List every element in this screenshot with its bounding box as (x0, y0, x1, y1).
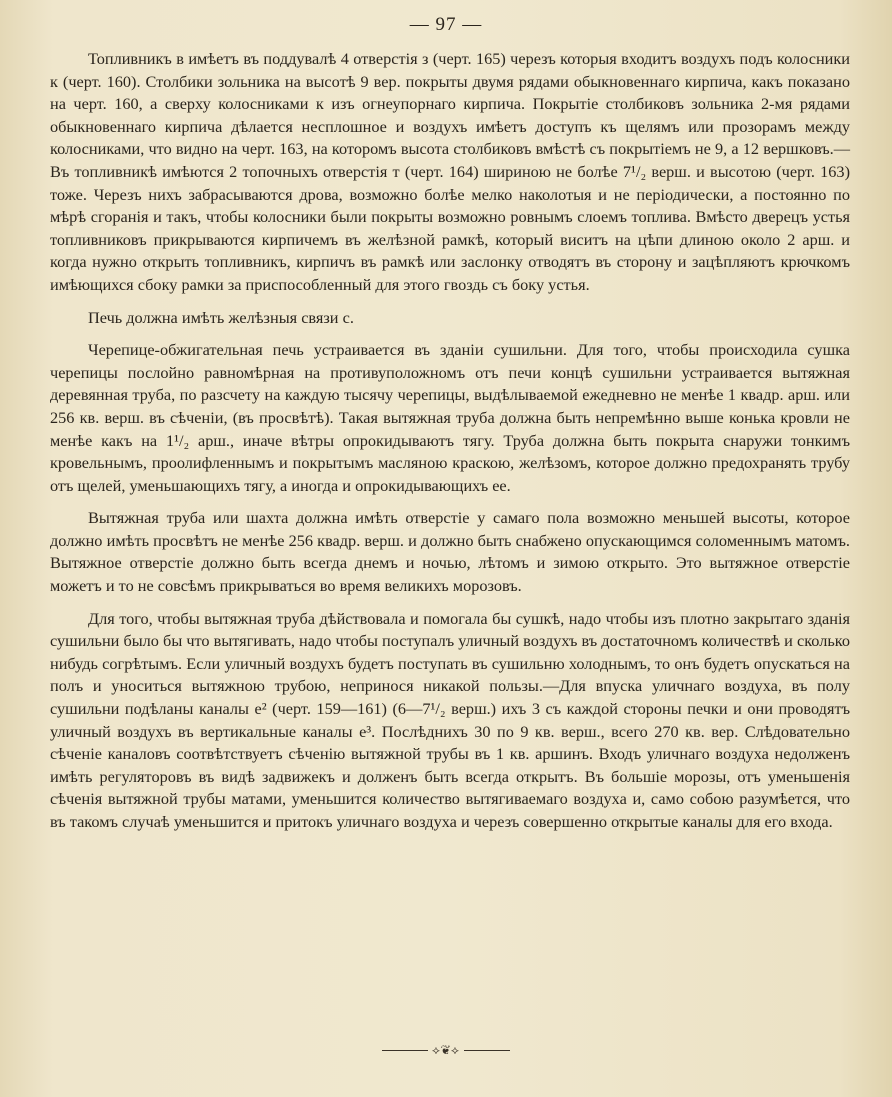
paragraph-iron-ties: Печь должна имѣть желѣзныя связи с. (88, 307, 354, 327)
paragraph-tile-kiln: Черепице-обжигательная печь устраивается въ зданіи сушильни. Для того, чтобы происходила сушка черепицы послойно равномѣрная на противуположномъ отъ печи концѣ сушильни устраивается вытяжная деревянная труба, по разсчету на каждую тысячу черепицы, выдѣлываемой ежедневно не менѣе 1 квадр. арш. или 256 кв. верш. въ сѣченіи, (въ просвѣтѣ). Такая вытяжная труба должна быть непремѣнно выше конька кровли не менѣе какъ на 1¹/₂ арш., иначе вѣтры опрокидываютъ тягу. Труба должна быть покрыта снаружи тонкимъ кровельнымъ, проолифленнымъ и покрытымъ масляною краскою, желѣзомъ, которое должно предохранять трубу отъ щелей, уменьшающихъ тягу, а иногда и опрокидывающихъ ее. (50, 340, 850, 495)
ornament-divider (0, 1042, 892, 1058)
body-text (50, 48, 850, 844)
ornament-flourish: ⟡❦⟡ (432, 1042, 460, 1057)
paragraph-furnace-firebox: Топливникъ в имѣетъ въ поддувалѣ 4 отверстія з (черт. 165) черезъ которыя входитъ воздухъ подъ колосники к (черт. 160). Столбики зольника на высотѣ 9 вер. покрыты двумя рядами обыкновеннаго кирпича, какъ показано на черт. 160, а сверху колосниками к изъ огнеупорнаго кирпича. Покрытіе столбиковъ зольника 2-мя рядами обыкновеннаго кирпича дѣлается несплошное и воздухъ имѣетъ доступъ къ щелямъ или прозорамъ между колосниками, что видно на черт. 163, на которомъ высота столбиковъ вмѣстѣ съ покрытіемъ не 9, а 12 вершковъ.— Въ топливникѣ имѣются 2 топочныхъ отверстія т (черт. 164) шириною не болѣе 7¹/₂ верш. и высотою (черт. 163) тоже. Черезъ нихъ забрасываются дрова, возможно болѣе мелко наколотыя и не періодически, а постоянно по мѣрѣ сгоранія и такъ, чтобы колосники были покрыты возможно ровнымъ слоемъ топлива. Вмѣсто дверецъ устья топливниковъ прикрываются кирпичемъ въ желѣзной рамкѣ, который виситъ на цѣпи длиною около 2 арш. и когда нужно открыть топливникъ, кирпичъ въ рамкѣ или заслонку отводятъ въ сторону и зацѣпляютъ крючкомъ имѣющихся сбоку рамки за приспособленный для этого гвоздь съ боку устья. (50, 49, 850, 294)
ornament-line-right (464, 1050, 510, 1051)
paragraph-exhaust-shaft: Вытяжная труба или шахта должна имѣть отверстіе у самаго пола возможно меньшей высоты, которое должно имѣть просвѣтъ не менѣе 256 квадр. верш. и должно быть снабжено опускающимся соломеннымъ матомъ. Вытяжное отверстіе должно быть всегда днемъ и ночью, лѣтомъ и зимою открыто. Это вытяжное отверстіе можетъ и то не совсѣмъ прикрываться во время великихъ морозовъ. (50, 508, 850, 596)
paragraph-air-intake: Для того, чтобы вытяжная труба дѣйствовала и помогала бы сушкѣ, надо чтобы изъ плотно закрытаго зданія сушильни было бы что вытягивать, надо чтобы поступалъ уличный воздухъ въ достаточномъ количествѣ и сколько нибудь согрѣтымъ. Если уличный воздухъ будетъ поступать въ сушильню холоднымъ, то онъ будетъ опускаться на полъ и уноситься вытяжною трубою, непринося никакой пользы.—Для впуска уличнаго воздуха, въ полу сушильни подѣланы каналы е² (черт. 159—161) (6—7¹/₂ верш.) ихъ 3 съ каждой стороны печки и они проводятъ уличный воздухъ въ вертикальные каналы е³. Послѣднихъ 30 по 9 кв. верш., всего 270 кв. вер. Слѣдовательно сѣченіе каналовъ соотвѣтствуетъ сѣченію вытяжной трубы въ 1 кв. аршинъ. Входъ уличнаго воздуха недолженъ имѣть регуляторовъ въ видѣ задвижекъ и долженъ быть всегда открытъ. Въ большіе морозы, отъ уменьшенія сѣченія вытяжной трубы матами, уменьшится количество вытягиваемаго воздуха и, само собою разумѣется, что въ такомъ случаѣ уменьшится и притокъ уличнаго воздуха и черезъ совершенно открытые каналы для его входа. (50, 608, 850, 831)
page-number: — 97 — (409, 14, 483, 35)
ornament-line-left (382, 1050, 428, 1051)
